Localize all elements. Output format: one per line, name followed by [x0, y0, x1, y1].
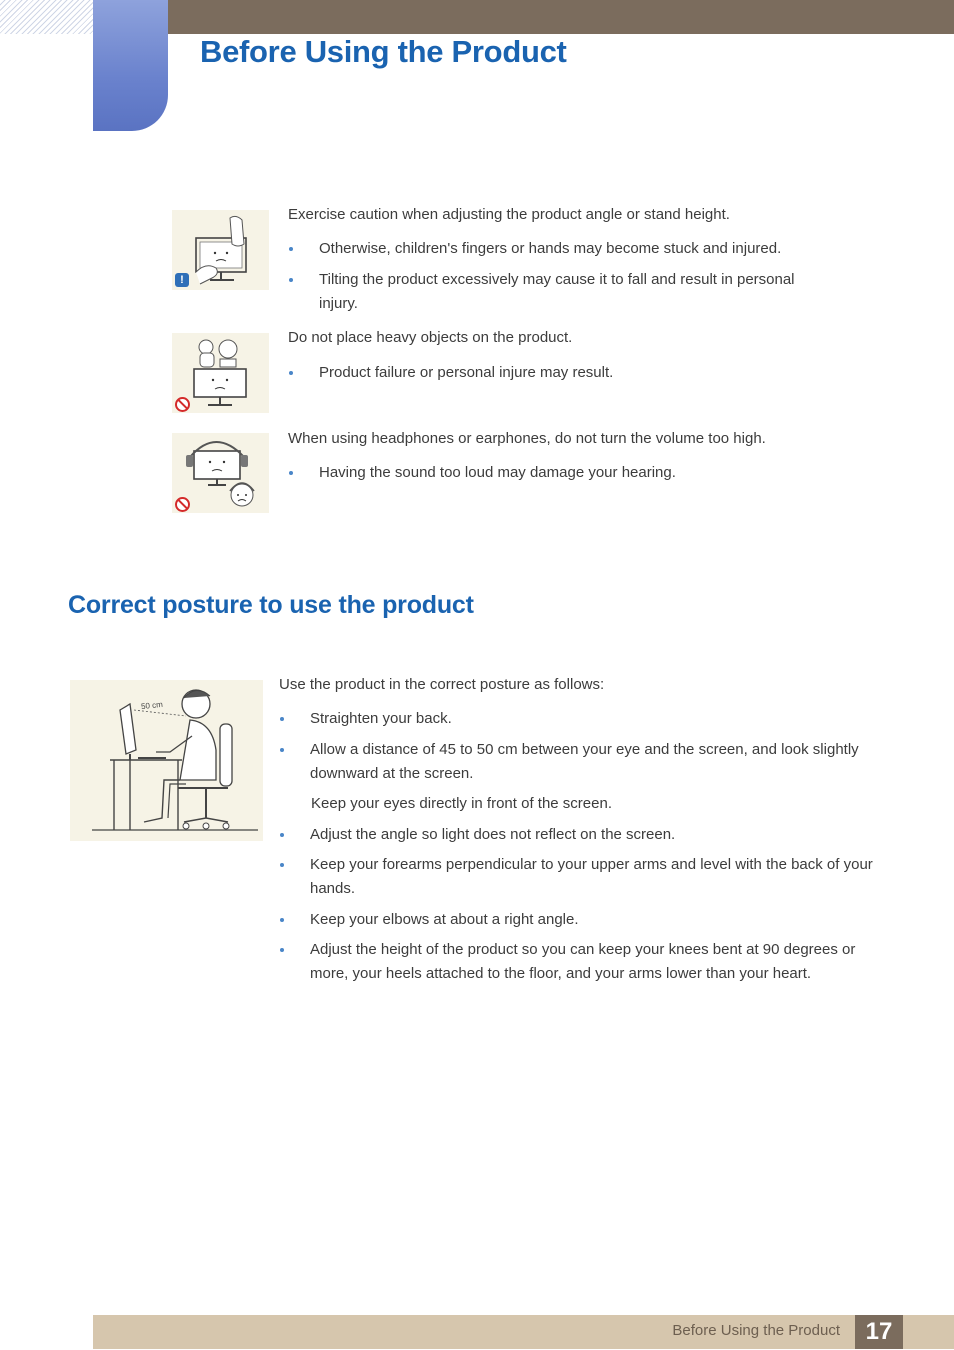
bullet-icon [280, 863, 284, 867]
caution-item-2-intro: Do not place heavy objects on the product. [288, 329, 573, 346]
bullet-icon [289, 247, 293, 251]
posture-bullets-a [279, 707, 879, 786]
prohibited-icon [175, 497, 190, 512]
caution-item-1-intro: Exercise caution when adjusting the product angle or stand height. [288, 206, 730, 223]
bullet-icon [280, 918, 284, 922]
page-number: 17 [855, 1315, 903, 1349]
list-item: Product failure or personal injure may result. [288, 361, 848, 385]
caution-item-1-bullets [288, 237, 848, 316]
bullet-icon [289, 371, 293, 375]
posture-illustration [70, 680, 263, 841]
caution-item-2-bullets [288, 361, 848, 385]
bullet-icon [280, 717, 284, 721]
bullet-icon [289, 471, 293, 475]
list-item: Having the sound too loud may damage your hearing. [288, 461, 848, 485]
bullet-icon [280, 833, 284, 837]
section-title: Correct posture to use the product [68, 591, 474, 619]
bullet-icon [289, 278, 293, 282]
list-item: Otherwise, children's fingers or hands may become stuck and injured. [288, 237, 848, 261]
caution-item-3-intro: When using headphones or earphones, do not turn the volume too high. [288, 430, 766, 447]
bullet-icon [280, 748, 284, 752]
caution-item-3-bullets [288, 461, 848, 485]
list-item: Tilting the product excessively may cause it to fall and result in personal injury. [288, 268, 819, 316]
list-item: Allow a distance of 45 to 50 cm between your eye and the screen, and look slightly downward at the screen. [279, 738, 879, 786]
distance-label: 50 cm [140, 699, 164, 712]
list-item: Keep your forearms perpendicular to your upper arms and level with the back of your hands. [279, 853, 880, 901]
posture-intro: Use the product in the correct posture as follows: [279, 676, 605, 693]
list-item: Adjust the height of the product so you can keep your knees bent at 90 degrees or more, your heels attached to the floor, and your arms lower than your heart. [279, 938, 879, 986]
list-item: Straighten your back. [279, 707, 879, 731]
prohibited-icon [175, 397, 190, 412]
caution-icon: ! [175, 273, 189, 287]
list-item: Keep your elbows at about a right angle. [279, 908, 879, 932]
list-item: Adjust the angle so light does not reflect on the screen. [279, 823, 879, 847]
bullet-icon [280, 948, 284, 952]
header-hatch-decoration [0, 0, 93, 34]
footer-section-label: Before Using the Product [672, 1322, 840, 1339]
posture-note: Keep your eyes directly in front of the screen. [311, 795, 612, 812]
posture-bullets-b [279, 823, 879, 986]
page-title: Before Using the Product [200, 34, 567, 69]
chapter-tab [93, 0, 168, 131]
header-bar [168, 0, 954, 34]
